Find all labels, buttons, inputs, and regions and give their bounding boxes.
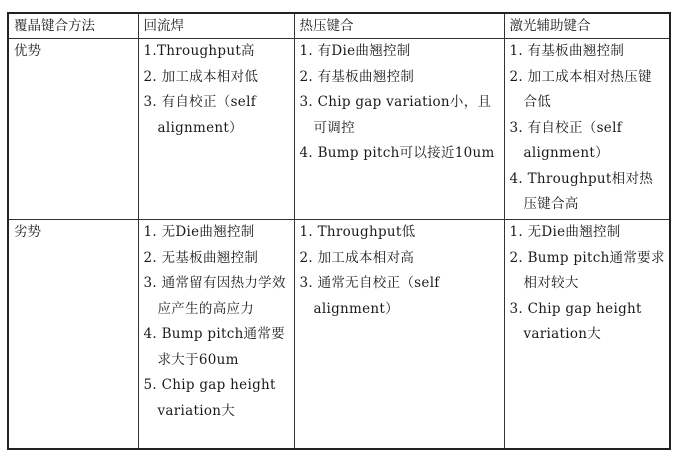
table-row-disadvantages bbox=[8, 220, 670, 450]
list-item: 2. Bump pitch通常要求相对较大 bbox=[509, 249, 665, 291]
list-item: 2. 加工成本相对低 bbox=[143, 68, 259, 85]
header-method: 覆晶键合方法 bbox=[8, 13, 138, 39]
list-item: 3. Chip gap variation小，且可调控 bbox=[299, 94, 492, 136]
row-label-advantages: 优势 bbox=[8, 39, 138, 220]
list-item: 2. 加工成本相对高 bbox=[299, 249, 415, 266]
header-row bbox=[8, 13, 670, 39]
list-item: 3. 通常无自校正（self alignment） bbox=[299, 275, 440, 317]
list-item: 2. 加工成本相对热压键合低 bbox=[509, 68, 652, 110]
list-item: 3. 有自校正（self alignment） bbox=[509, 119, 623, 161]
list-item: 1. Throughput低 bbox=[299, 224, 416, 240]
list-item: 2. 无基板曲翘控制 bbox=[143, 249, 259, 266]
list-item: 1. 无Die曲翘控制 bbox=[509, 224, 621, 240]
list-item: 1.Throughput高 bbox=[143, 43, 255, 59]
header-laser-assisted: 激光辅助键合 bbox=[504, 13, 670, 39]
header-reflow: 回流焊 bbox=[138, 13, 294, 39]
list-item: 3. 通常留有因热力学效应产生的高应力 bbox=[143, 275, 286, 317]
list-item: 3. 有自校正（self alignment） bbox=[143, 94, 257, 136]
list-item: 1. 无Die曲翘控制 bbox=[143, 224, 255, 240]
list-item: 2. 有基板曲翘控制 bbox=[299, 68, 415, 85]
list-item: 1. 有Die曲翘控制 bbox=[299, 43, 411, 59]
cell-tcb-advantages bbox=[294, 39, 504, 220]
table-row-advantages bbox=[8, 39, 670, 220]
list-item: 4. Throughput相对热压键合高 bbox=[509, 170, 654, 212]
comparison-table bbox=[7, 12, 671, 450]
list-item: 5. Chip gap height variation大 bbox=[143, 377, 276, 419]
list-item: 3. Chip gap height variation大 bbox=[509, 300, 642, 342]
cell-lab-advantages bbox=[504, 39, 670, 220]
cell-lab-disadvantages bbox=[504, 220, 670, 450]
list-item: 4. Bump pitch通常要求大于60um bbox=[143, 326, 285, 368]
cell-tcb-disadvantages bbox=[294, 220, 504, 450]
cell-reflow-disadvantages bbox=[138, 220, 294, 450]
list-item: 1. 有基板曲翘控制 bbox=[509, 43, 625, 59]
header-thermocompression: 热压键合 bbox=[294, 13, 504, 39]
row-label-disadvantages: 劣势 bbox=[8, 220, 138, 450]
list-item: 4. Bump pitch可以接近10um bbox=[299, 145, 495, 161]
cell-reflow-advantages bbox=[138, 39, 294, 220]
